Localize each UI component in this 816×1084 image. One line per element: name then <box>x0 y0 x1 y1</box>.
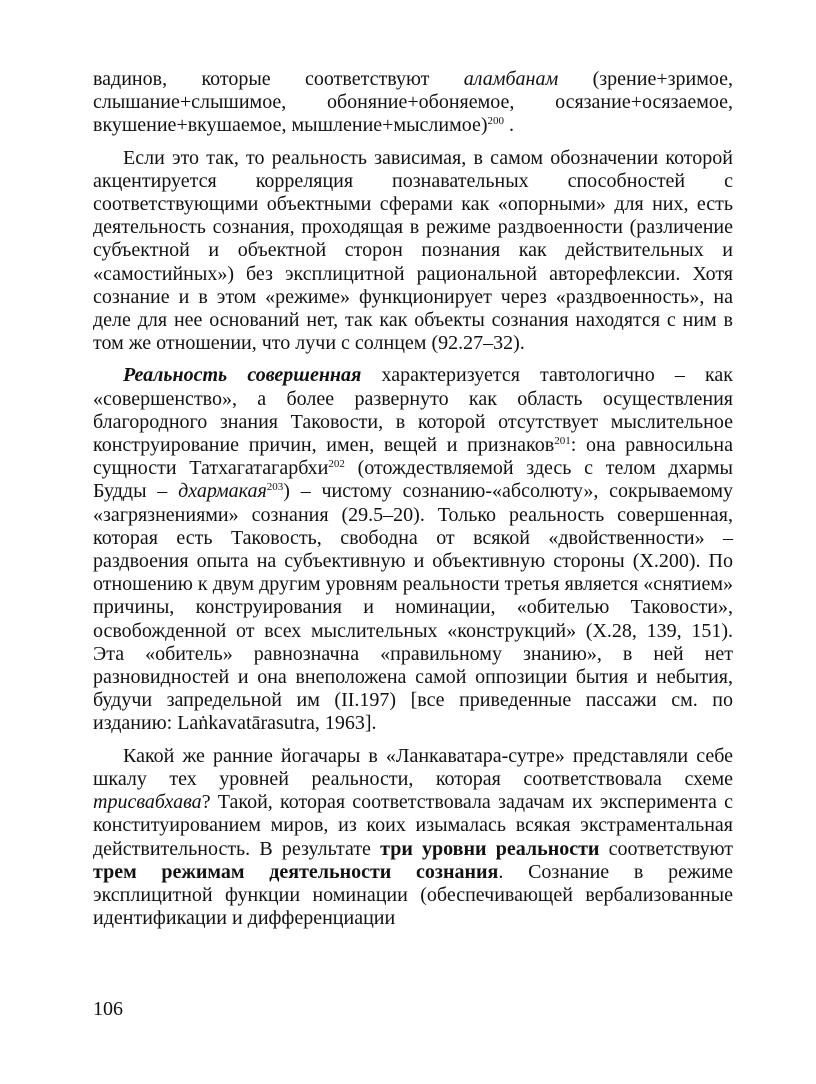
footnote-ref: 203 <box>266 481 284 494</box>
document-page <box>93 68 733 939</box>
footnote-ref: 201 <box>554 435 571 448</box>
text-run: Какой же ранние йогачары в «Ланкаватара-сутре» представляли себе шкалу тех уровней реальности, которая соответствовала схеме <box>93 744 733 790</box>
text-run: (зрение+зримое, слышание+слышимое, обоняние+обоняемое, осязание+осязаемое, вкушение+вкушаемое, мышление+мыслимое) <box>93 68 733 137</box>
footnote-ref: 200 <box>487 115 505 128</box>
text-run: ) – чистому сознанию-«абсолюту», сокрываемому «загрязнениями» сознания (29.5–20). Только реальность совершенная, которая есть Таковость, свободна от всякой «двойственности» – раздвоения опыта на субъективную и объективную стороны (X.200). По отношению к двум другим уровням реальности третья является «снятием» причины, конструирования и номинации, «обителью Таковости», освобожденной от всех мыслительных «конструкций» (X.28, 139, 151). Эта «обитель» равнозначна «правильному знанию», в ней нет разновидностей и она внеположена самой оппозиции бытия и небытия, будучи запредельной им (II.197) [все приведенные пассажи см. по изданию: Laṅkavatārasutra, 1963]. <box>93 480 733 735</box>
footnote-ref: 202 <box>328 458 345 471</box>
bold-term: три уровни реальности <box>380 837 600 860</box>
bold-term: трем режимам деятельности сознания <box>93 860 499 883</box>
text-run: : она равносильна сущности Татхагатагарбхи <box>93 434 733 480</box>
italic-term: дхармакая <box>178 480 267 503</box>
text-run: соответствуют <box>599 837 733 860</box>
text-run: . <box>504 114 515 137</box>
paragraph-trisvabhava <box>93 745 733 931</box>
text-run: вадинов, которые соответствуют <box>93 68 464 90</box>
text-run: Если это так, то реальность зависимая, в самом обозначении которой акцентируется корреляция познавательных способностей с соответствующими объектными сферами как «опорными» для них, есть деятельность сознания, проходящая в режиме раздвоенности (различение субъектной и объектной сторон познания как действительных и «самостийных») без эксплицитной рациональной авторефлексии. Хотя сознание и в этом «режиме» функционирует через «раздвоенность», на деле для нее оснований нет, так как объекты сознания находятся с ним в том же отношении, что лучи с солнцем (92.27–32). <box>93 146 733 355</box>
italic-term: трисвабхава <box>93 791 202 814</box>
text-run: . Сознание в режиме эксплицитной функции номинации (обеспечивающей вербализованные идентификации и дифференциации <box>93 860 733 930</box>
bold-italic-term: Реальность совершенная <box>123 364 362 387</box>
text-run: характеризуется тавтологично – как «совершенство», а более развернуто как область осуществления благородного знания Таковости, в которой отсутствует мыслительное конструирование причин, имен, вещей и признаков <box>93 364 733 457</box>
page-number: 106 <box>93 998 123 1020</box>
text-run: (отождествляемой здесь с телом дхармы Будды – <box>93 457 733 503</box>
paragraph-continued <box>93 68 733 138</box>
text-run: ? Такой, которая соответствовала задачам их эксперимента с конституированием миров, из коих изымалась всякая экстраментальная действительность. В результате <box>93 791 733 860</box>
paragraph-perfect-reality <box>93 364 733 735</box>
paragraph-dependent-reality <box>93 147 733 356</box>
italic-term: аламбанам <box>463 68 559 90</box>
